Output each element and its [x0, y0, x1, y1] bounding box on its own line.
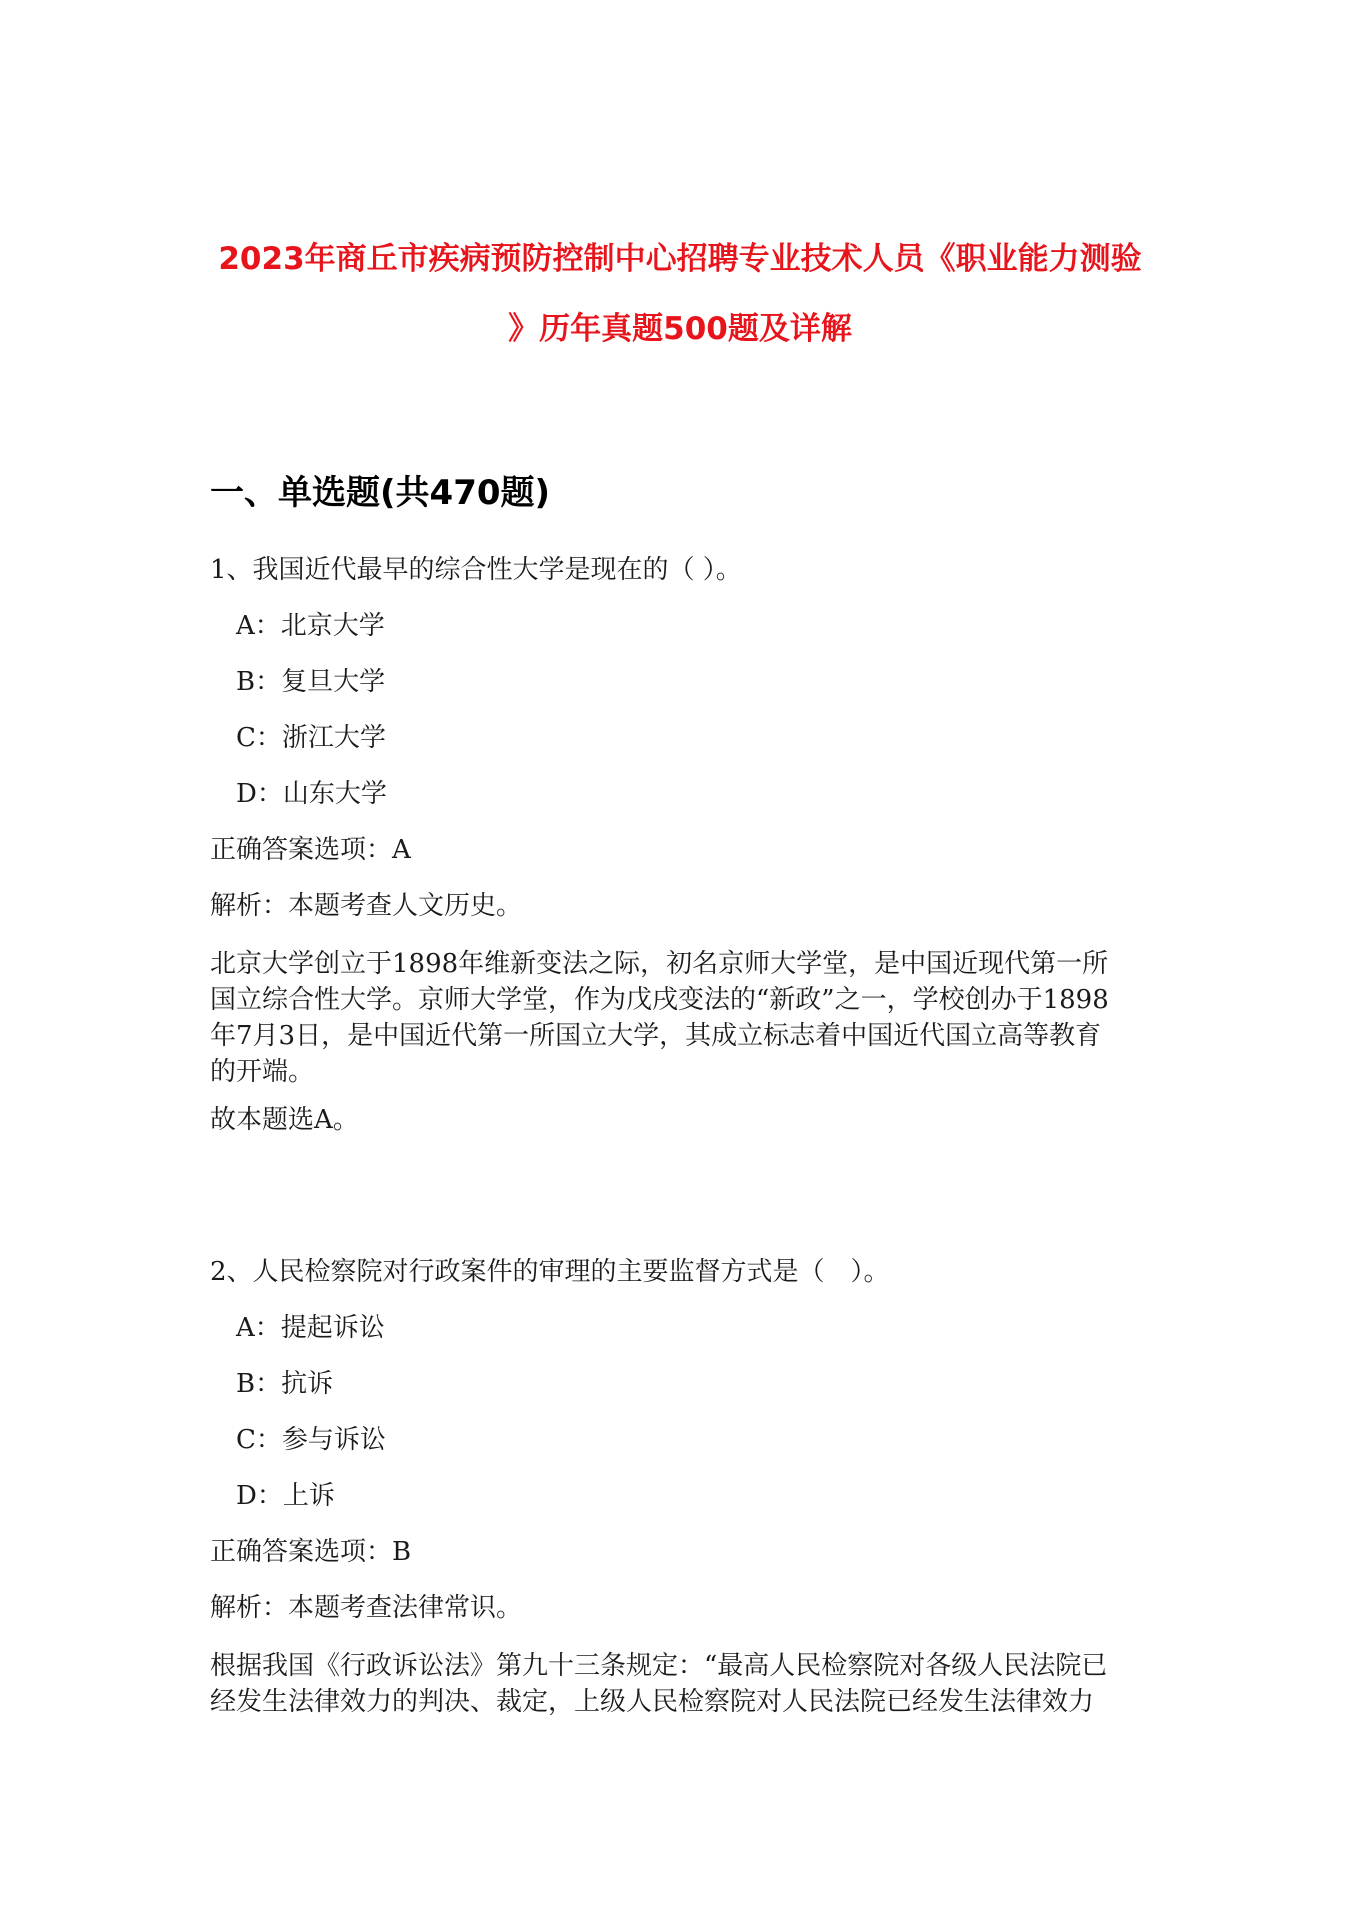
question-2-option-d: D：上诉	[236, 1481, 335, 1511]
question-2-stem: 2、人民检察院对行政案件的审理的主要监督方式是（ ）。	[210, 1257, 890, 1287]
question-1-analysis: 解析：本题考查人文历史。	[210, 891, 523, 921]
question-2-analysis: 解析：本题考查法律常识。	[210, 1593, 523, 1623]
explanation-line: 年7月3日，是中国近代第一所国立大学，其成立标志着中国近代国立高等教育	[210, 1021, 1102, 1051]
question-2-option-b: B：抗诉	[236, 1369, 334, 1399]
question-1-explanation	[210, 946, 1160, 1090]
question-1-option-d: D：山东大学	[236, 779, 387, 809]
document-title-line-2: 》历年真题500题及详解	[508, 311, 852, 347]
explanation-line: 根据我国《行政诉讼法》第九十三条规定：“最高人民检察院对各级人民法院已	[210, 1651, 1108, 1681]
question-2-answer: 正确答案选项：B	[210, 1537, 412, 1567]
question-1-option-b: B：复旦大学	[236, 667, 386, 697]
section-heading: 一、单选题(共470题)	[210, 473, 551, 513]
question-1-answer: 正确答案选项：A	[210, 835, 411, 865]
question-1-option-c: C：浙江大学	[236, 723, 386, 753]
question-1-stem: 1、我国近代最早的综合性大学是现在的（ ）。	[210, 555, 742, 585]
question-1-conclusion: 故本题选A。	[210, 1105, 359, 1135]
explanation-line: 经发生法律效力的判决、裁定，上级人民检察院对人民法院已经发生法律效力	[210, 1687, 1095, 1717]
document-title-line-1: 2023年商丘市疾病预防控制中心招聘专业技术人员《职业能力测验	[218, 241, 1142, 277]
question-1-option-a: A：北京大学	[236, 611, 385, 641]
explanation-line: 的开端。	[210, 1057, 315, 1087]
question-2-option-a: A：提起诉讼	[236, 1313, 385, 1343]
explanation-line: 国立综合性大学。京师大学堂，作为戊戌变法的“新政”之一，学校创办于1898	[210, 985, 1109, 1015]
question-2-option-c: C：参与诉讼	[236, 1425, 386, 1455]
question-2-explanation	[210, 1648, 1160, 1720]
explanation-line: 北京大学创立于1898年维新变法之际，初名京师大学堂，是中国近现代第一所	[210, 949, 1109, 979]
